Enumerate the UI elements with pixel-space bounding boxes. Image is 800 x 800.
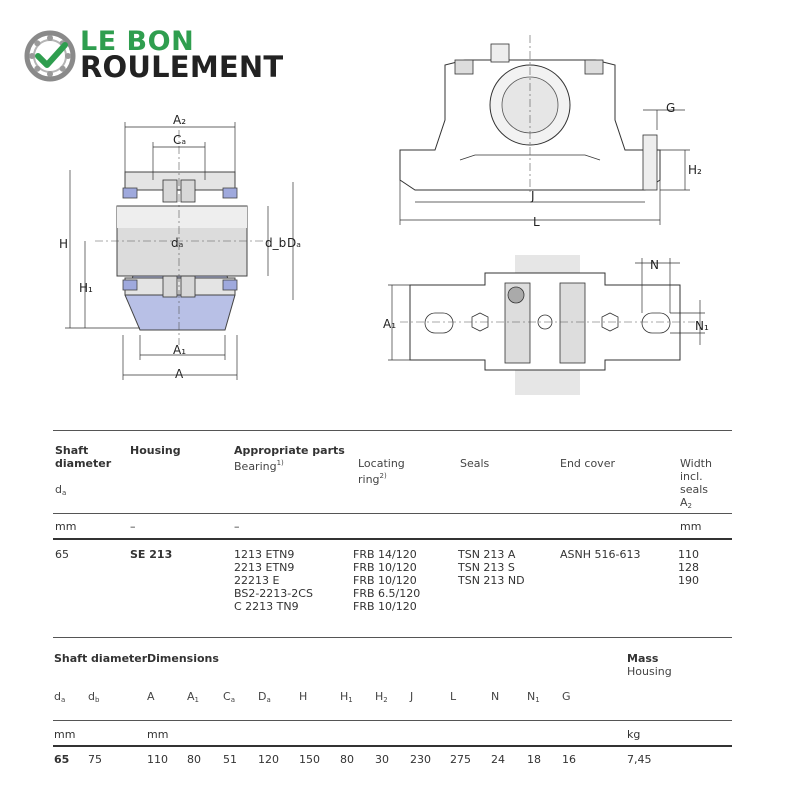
- label-Da: Dₐ: [287, 236, 301, 250]
- t1-row-locating-rings: FRB 14/120 FRB 10/120 FRB 10/120 FRB 6.5/120 FRB 10/120: [353, 548, 421, 613]
- t1-header-seals: Seals: [460, 457, 490, 470]
- label-db: d_b: [265, 236, 287, 250]
- t2-val-j: 230: [410, 753, 431, 766]
- t1-header-locating-ring: Locating ring$^{2)}$: [358, 457, 405, 486]
- bearing-check-icon: [24, 30, 76, 82]
- label-H: H: [59, 237, 69, 251]
- t2-val-a: 110: [147, 753, 168, 766]
- t2-col-db: $d_b$: [88, 690, 100, 704]
- logo: [24, 26, 294, 84]
- t2-col-da: $d_a$: [54, 690, 66, 704]
- label-A2: A₂: [173, 113, 187, 127]
- t2-header-shaft: Shaft diameter: [54, 652, 148, 665]
- t2-val-da: 65: [54, 753, 70, 766]
- t1-header-housing: Housing: [130, 444, 181, 457]
- t1-header-width: Width incl. seals $A_2$: [680, 457, 712, 510]
- t2-val-a1: 80: [187, 753, 201, 766]
- t2-val-ca: 51: [223, 753, 237, 766]
- t2-header-mass-housing: Housing: [627, 665, 672, 678]
- t2-unit-shaft: mm: [54, 728, 76, 741]
- table1-header-rule: [53, 538, 732, 540]
- t2-header-dimensions: Dimensions: [147, 652, 219, 665]
- table1-mid-rule: [53, 513, 732, 514]
- t2-col-h1: $H_1$: [340, 690, 353, 704]
- t2-unit-mass: kg: [627, 728, 641, 741]
- t1-row-end-cover: ASNH 516-613: [560, 548, 641, 561]
- brand-line1: LE BON: [80, 26, 195, 57]
- t2-val-h1: 80: [340, 753, 354, 766]
- label-L: L: [533, 215, 540, 229]
- t2-val-h2: 30: [375, 753, 389, 766]
- t1-unit-housing: –: [130, 520, 136, 533]
- label-G: G: [666, 101, 676, 115]
- t1-row-bearings: 1213 ETN9 2213 ETN9 22213 E BS2-2213-2CS C 2213 TN9: [234, 548, 313, 613]
- label-J: J: [531, 189, 535, 203]
- table2-mid-rule: [53, 720, 732, 721]
- t1-unit-shaft: mm: [55, 520, 77, 533]
- table2-header-rule: [53, 745, 732, 747]
- t2-col-ca: $C_a$: [223, 690, 235, 704]
- t2-header-mass: Mass: [627, 652, 659, 665]
- t2-col-a1: $A_1$: [187, 690, 199, 704]
- t2-col-a: A: [147, 690, 155, 703]
- t2-col-l: L: [450, 690, 457, 703]
- label-N1: N₁: [695, 319, 709, 333]
- label-da: dₐ: [171, 236, 184, 250]
- t2-val-h: 150: [299, 753, 320, 766]
- t1-header-end-cover: End cover: [560, 457, 615, 470]
- t2-col-h2: $H_2$: [375, 690, 388, 704]
- t2-val-n: 24: [491, 753, 505, 766]
- label-A1-plan: A₁: [383, 317, 397, 331]
- t1-unit-width: mm: [680, 520, 702, 533]
- t2-val-g: 16: [562, 753, 576, 766]
- t1-row-shaft: 65: [55, 548, 69, 561]
- label-N: N: [650, 258, 659, 272]
- table2-top-rule: [53, 637, 732, 638]
- t2-val-n1: 18: [527, 753, 541, 766]
- label-H2: H₂: [688, 163, 702, 177]
- section-drawing: [55, 110, 315, 390]
- t2-unit-dims: mm: [147, 728, 169, 741]
- front-view-drawing: [385, 30, 715, 235]
- label-A: A: [175, 367, 184, 381]
- t1-row-widths: 110 128 190: [678, 548, 699, 587]
- t1-unit-bearing: –: [234, 520, 240, 533]
- t2-col-da: $D_a$: [258, 690, 271, 704]
- table1-top-rule: [53, 430, 732, 431]
- t2-col-h: H: [299, 690, 308, 703]
- label-Ca: Cₐ: [173, 133, 187, 147]
- t2-val-l: 275: [450, 753, 471, 766]
- t2-col-g: G: [562, 690, 571, 703]
- label-H1: H₁: [79, 281, 93, 295]
- plan-view-drawing: [380, 255, 715, 395]
- t1-header-bearing: Bearing$^{1)}$: [234, 459, 284, 473]
- t2-val-db: 75: [88, 753, 102, 766]
- t1-header-appropriate-parts: Appropriate parts: [234, 444, 345, 457]
- t1-header-shaft-sym: $d_a$: [55, 483, 67, 497]
- t2-val-da: 120: [258, 753, 279, 766]
- t2-col-j: J: [410, 690, 414, 703]
- t1-row-housing: SE 213: [130, 548, 173, 561]
- t1-row-seals: TSN 213 A TSN 213 S TSN 213 ND: [458, 548, 525, 587]
- label-A1: A₁: [173, 343, 187, 357]
- t2-col-n1: $N_1$: [527, 690, 540, 704]
- brand-line2: ROULEMENT: [80, 50, 284, 84]
- t1-header-shaft: Shaft diameter: [55, 444, 112, 470]
- t2-mass-value: 7,45: [627, 753, 652, 766]
- t2-col-n: N: [491, 690, 500, 703]
